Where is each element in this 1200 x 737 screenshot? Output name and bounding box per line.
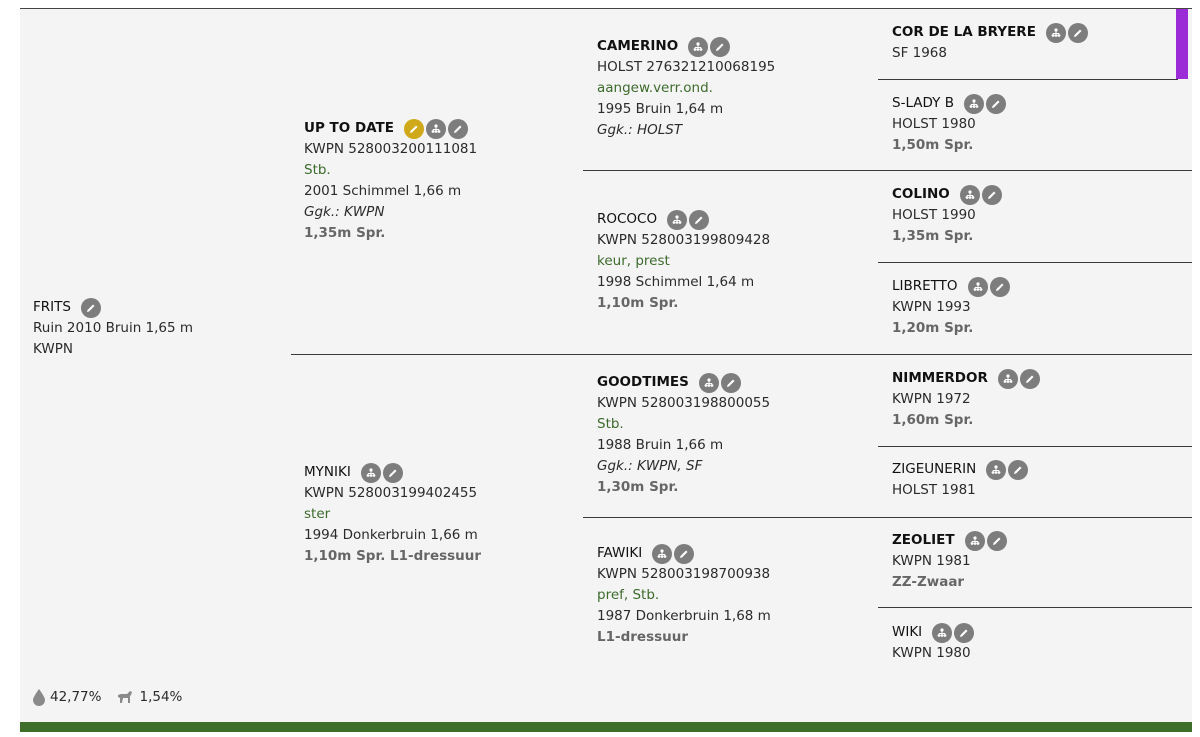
gen3-description: 1998 Schimmel 1,64 m	[597, 274, 755, 290]
gen3-performance: L1-dressuur	[597, 629, 689, 645]
gen3-predicate: aangew.verr.ond.	[597, 80, 713, 96]
gen3-registration: HOLST 276321210068195	[597, 59, 776, 75]
gen4-name[interactable]: ZIGEUNERIN	[892, 461, 977, 477]
gen3-registration: KWPN 528003198700938	[597, 566, 771, 582]
pedigree-tree-icon[interactable]	[986, 460, 1006, 480]
pencil-icon[interactable]	[982, 185, 1002, 205]
gen3-registration: KWPN 528003198800055	[597, 395, 771, 411]
pedigree-tree-icon[interactable]	[964, 94, 984, 114]
gen4-details: KWPN 1972	[892, 391, 971, 407]
pedigree-tree-icon[interactable]	[699, 373, 719, 393]
sire-ggk: Ggk.: KWPN	[304, 204, 385, 220]
gen4-details: KWPN 1980	[892, 645, 971, 661]
gen3-predicate: Stb.	[597, 416, 624, 432]
gen4-ancestor	[892, 276, 1010, 339]
gen4-name[interactable]: LIBRETTO	[892, 278, 958, 294]
gen4-performance: 1,60m Spr.	[892, 412, 974, 428]
subject-studbook: KWPN	[33, 341, 73, 357]
gen4-details: KWPN 1981	[892, 553, 971, 569]
gen4-details: HOLST 1990	[892, 207, 976, 223]
pedigree-tree-icon[interactable]	[932, 623, 952, 643]
pencil-icon[interactable]	[721, 373, 741, 393]
sire-predicate: Stb.	[304, 162, 331, 178]
gen4-name[interactable]: ZEOLIET	[892, 532, 955, 548]
sire-name[interactable]: UP TO DATE	[304, 120, 394, 136]
gen3-name[interactable]: CAMERINO	[597, 38, 679, 54]
gen3-predicate: keur, prest	[597, 253, 670, 269]
pencil-icon[interactable]	[710, 37, 730, 57]
pencil-icon[interactable]	[1020, 369, 1040, 389]
pencil-icon[interactable]	[448, 119, 468, 139]
gen4-performance: 1,35m Spr.	[892, 228, 974, 244]
gen3-name[interactable]: ROCOCO	[597, 211, 658, 227]
inbreeding-percentage: 42,77%	[50, 689, 102, 705]
gen3-name[interactable]: FAWIKI	[597, 545, 643, 561]
pencil-icon[interactable]	[81, 298, 101, 318]
pedigree-tree-icon[interactable]	[998, 369, 1018, 389]
gen4-name[interactable]: COR DE LA BRYERE	[892, 24, 1036, 40]
accent-bar	[1176, 9, 1188, 79]
separator-gen3-b	[583, 517, 1192, 518]
gen4-details: HOLST 1981	[892, 482, 976, 498]
gen3-predicate: pref, Stb.	[597, 587, 660, 603]
pedigree-tree-icon[interactable]	[1046, 23, 1066, 43]
gen4-name[interactable]: NIMMERDOR	[892, 370, 988, 386]
pencil-icon[interactable]	[1008, 460, 1028, 480]
sire-performance: 1,35m Spr.	[304, 225, 386, 241]
separator-gen2	[291, 354, 1192, 355]
gen4-ancestor	[892, 622, 974, 664]
gold-pencil-icon[interactable]	[404, 119, 424, 139]
gen4-ancestor	[892, 368, 1040, 431]
pencil-icon[interactable]	[674, 544, 694, 564]
separator-gen4-d	[878, 607, 1192, 608]
pedigree-stats	[32, 688, 182, 706]
dam-predicate: ster	[304, 506, 331, 522]
pencil-icon[interactable]	[987, 531, 1007, 551]
horse-icon	[115, 689, 135, 705]
sire-node	[304, 118, 477, 244]
gen4-performance: ZZ-Zwaar	[892, 574, 965, 590]
dam-description: 1994 Donkerbruin 1,66 m	[304, 527, 478, 543]
pencil-icon[interactable]	[1068, 23, 1088, 43]
gen4-performance: 1,50m Spr.	[892, 137, 974, 153]
gen4-details: KWPN 1993	[892, 299, 971, 315]
gen4-name[interactable]: WIKI	[892, 624, 923, 640]
gen4-name[interactable]: S-LADY B	[892, 95, 954, 111]
pedigree-tree-icon[interactable]	[361, 463, 381, 483]
gen4-performance: 1,20m Spr.	[892, 320, 974, 336]
pedigree-tree-icon[interactable]	[968, 277, 988, 297]
gen4-details: SF 1968	[892, 45, 947, 61]
pedigree-tree-icon[interactable]	[426, 119, 446, 139]
pencil-icon[interactable]	[986, 94, 1006, 114]
pencil-icon[interactable]	[383, 463, 403, 483]
subject-name[interactable]: FRITS	[33, 299, 71, 315]
grandsire-maternal	[597, 372, 770, 498]
subject-horse	[33, 297, 193, 360]
granddam-maternal	[597, 543, 771, 648]
pencil-icon[interactable]	[689, 210, 709, 230]
gen4-name[interactable]: COLINO	[892, 186, 950, 202]
separator-gen4-a	[878, 79, 1178, 80]
gen4-ancestor	[892, 184, 1002, 247]
pencil-icon[interactable]	[954, 623, 974, 643]
gen3-performance: 1,10m Spr.	[597, 295, 679, 311]
separator-gen4-b	[878, 262, 1192, 263]
gen4-ancestor	[892, 93, 1006, 156]
bottom-bar	[20, 722, 1192, 732]
separator-gen4-c	[878, 446, 1192, 447]
pencil-icon[interactable]	[990, 277, 1010, 297]
pedigree-tree-icon[interactable]	[965, 531, 985, 551]
dam-name[interactable]: MYNIKI	[304, 464, 351, 480]
gen3-description: 1987 Donkerbruin 1,68 m	[597, 608, 771, 624]
separator-gen3-a	[583, 170, 1192, 171]
dam-performance: 1,10m Spr. L1-dressuur	[304, 548, 482, 564]
gen3-description: 1995 Bruin 1,64 m	[597, 101, 724, 117]
gen4-details: HOLST 1980	[892, 116, 976, 132]
gen3-ggk: Ggk.: HOLST	[597, 122, 683, 138]
granddam-paternal	[597, 209, 770, 314]
subject-details: Ruin 2010 Bruin 1,65 m	[33, 320, 194, 336]
pedigree-tree-icon[interactable]	[667, 210, 687, 230]
sire-registration: KWPN 528003200111081	[304, 141, 478, 157]
dam-node	[304, 462, 481, 567]
gen3-performance: 1,30m Spr.	[597, 479, 679, 495]
gen3-registration: KWPN 528003199809428	[597, 232, 771, 248]
pedigree-tree-icon[interactable]	[652, 544, 672, 564]
gen3-name[interactable]: GOODTIMES	[597, 374, 689, 390]
gen3-ggk: Ggk.: KWPN, SF	[597, 458, 703, 474]
gen4-ancestor	[892, 459, 1028, 501]
gen4-ancestor	[892, 22, 1088, 64]
pedigree-tree-icon[interactable]	[960, 185, 980, 205]
dam-registration: KWPN 528003199402455	[304, 485, 478, 501]
pedigree-tree-icon[interactable]	[688, 37, 708, 57]
gen4-ancestor	[892, 530, 1007, 593]
blood-drop-icon	[32, 688, 46, 706]
horse-percentage: 1,54%	[139, 689, 183, 705]
grandsire-paternal	[597, 36, 775, 141]
gen3-description: 1988 Bruin 1,66 m	[597, 437, 724, 453]
sire-description: 2001 Schimmel 1,66 m	[304, 183, 462, 199]
